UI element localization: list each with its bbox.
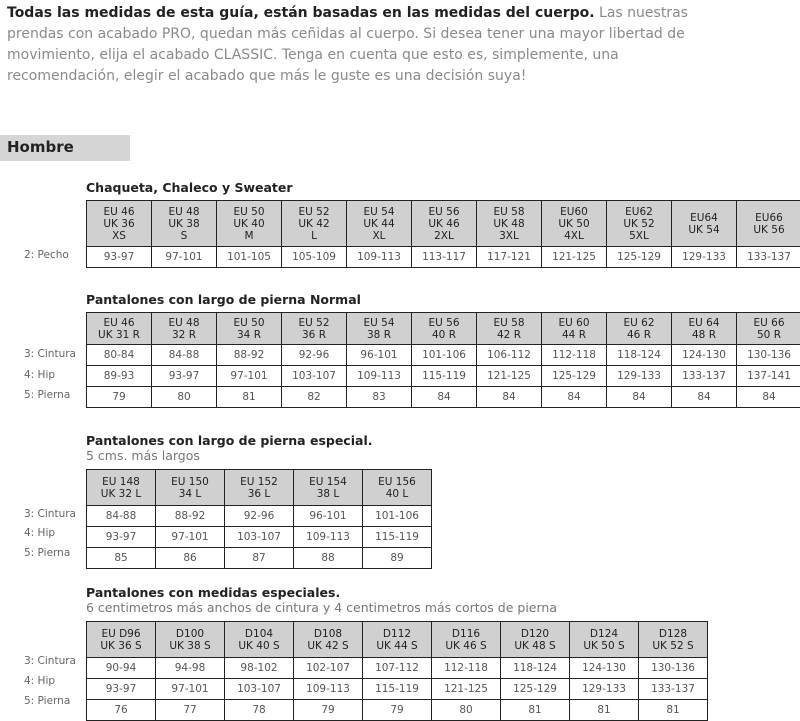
intro-rest: Las nuestras prendas con acabado PRO, quedan más ceñidas al cuerpo. Si desea tener una mayor libertad de movimiento, elija el acabado CLASSIC. Tenga en cuenta que esto es, simplemente, una recomendación, elegir el acabado que más le guste es una decisión suya! [7, 5, 688, 84]
measurement-cell: 106-112 [477, 345, 542, 366]
measurement-cell: 90-94 [87, 658, 156, 679]
measurement-cell: 84 [607, 387, 672, 408]
size-header-cell: D124 UK 50 S [570, 622, 639, 658]
measurement-cell: 103-107 [225, 679, 294, 700]
table-title: Pantalones con medidas especiales. [86, 585, 340, 600]
row-label: 3: Cintura [24, 508, 76, 520]
measurement-cell: 97-101 [217, 366, 282, 387]
measurement-cell: 79 [87, 387, 152, 408]
measurement-cell: 118-124 [501, 658, 570, 679]
measurement-cell: 130-136 [737, 345, 800, 366]
table-subtitle: 5 cms. más largos [86, 448, 200, 463]
size-header-cell: D108 UK 42 S [294, 622, 363, 658]
measurement-cell: 107-112 [363, 658, 432, 679]
row-label: 4: Hip [24, 675, 55, 687]
size-header-cell: EU 50 UK 40 M [217, 201, 282, 247]
measurement-cell: 77 [156, 700, 225, 721]
size-header-cell: EU 46 UK 36 XS [87, 201, 152, 247]
measurement-cell: 84 [477, 387, 542, 408]
size-header-cell: EU 56 UK 46 2XL [412, 201, 477, 247]
measurement-cell: 96-101 [347, 345, 412, 366]
measurement-cell: 84-88 [87, 506, 156, 527]
table-row [87, 345, 800, 366]
size-header-cell: D128 UK 52 S [639, 622, 708, 658]
size-header-cell: EU 48 32 R [152, 313, 217, 345]
measurement-cell: 84 [412, 387, 477, 408]
measurement-cell: 84 [672, 387, 737, 408]
measurement-cell: 121-125 [477, 366, 542, 387]
size-header-cell: EU 58 42 R [477, 313, 542, 345]
size-header-cell: D112 UK 44 S [363, 622, 432, 658]
intro-bold: Todas las medidas de esta guía, están basadas en las medidas del cuerpo. [7, 5, 595, 21]
measurement-cell: 92-96 [282, 345, 347, 366]
table-row [87, 247, 800, 268]
size-header-cell: EU 64 48 R [672, 313, 737, 345]
measurement-cell: 93-97 [152, 366, 217, 387]
size-table [86, 312, 800, 408]
table-subtitle: 6 centimetros más anchos de cintura y 4 centimetros más cortos de pierna [86, 600, 557, 615]
row-label: 3: Cintura [24, 348, 76, 360]
size-header-cell: EU 66 50 R [737, 313, 800, 345]
measurement-cell: 103-107 [282, 366, 347, 387]
measurement-cell: 121-125 [432, 679, 501, 700]
measurement-cell: 96-101 [294, 506, 363, 527]
size-header-cell: EU 52 UK 42 L [282, 201, 347, 247]
measurement-cell: 97-101 [156, 527, 225, 548]
row-label: 4: Hip [24, 369, 55, 381]
size-header-cell: EU 46 UK 31 R [87, 313, 152, 345]
size-header-cell: EU 58 UK 48 3XL [477, 201, 542, 247]
size-header-cell: EU 150 34 L [156, 470, 225, 506]
section-header [0, 135, 130, 161]
measurement-cell: 92-96 [225, 506, 294, 527]
size-header-cell: D100 UK 38 S [156, 622, 225, 658]
size-header-cell: EU 50 34 R [217, 313, 282, 345]
table-title: Pantalones con largo de pierna especial. [86, 433, 372, 448]
measurement-cell: 84 [542, 387, 607, 408]
measurement-cell: 88-92 [156, 506, 225, 527]
size-header-cell: EU 54 38 R [347, 313, 412, 345]
table-row [87, 366, 800, 387]
measurement-cell: 117-121 [477, 247, 542, 268]
measurement-cell: 78 [225, 700, 294, 721]
measurement-cell: 93-97 [87, 527, 156, 548]
measurement-cell: 80 [432, 700, 501, 721]
measurement-cell: 130-136 [639, 658, 708, 679]
measurement-cell: 94-98 [156, 658, 225, 679]
row-label: 5: Pierna [24, 695, 70, 707]
size-header-cell: EU 156 40 L [363, 470, 432, 506]
measurement-cell: 109-113 [294, 527, 363, 548]
measurement-cell: 124-130 [672, 345, 737, 366]
row-label: 3: Cintura [24, 655, 76, 667]
measurement-cell: 84 [737, 387, 800, 408]
measurement-cell: 93-97 [87, 247, 152, 268]
size-header-cell: EU 54 UK 44 XL [347, 201, 412, 247]
table-header-row [87, 201, 800, 247]
measurement-cell: 98-102 [225, 658, 294, 679]
measurement-cell: 121-125 [542, 247, 607, 268]
measurement-cell: 81 [217, 387, 282, 408]
measurement-cell: 125-129 [607, 247, 672, 268]
table-title: Pantalones con largo de pierna Normal [86, 292, 361, 307]
size-header-cell: EU64 UK 54 [672, 201, 737, 247]
measurement-cell: 133-137 [672, 366, 737, 387]
size-header-cell: EU 154 38 L [294, 470, 363, 506]
measurement-cell: 109-113 [347, 247, 412, 268]
size-header-cell: D104 UK 40 S [225, 622, 294, 658]
size-header-cell: EU 148 UK 32 L [87, 470, 156, 506]
measurement-cell: 115-119 [412, 366, 477, 387]
table-header-row [87, 470, 432, 506]
measurement-cell: 109-113 [347, 366, 412, 387]
size-table [86, 621, 708, 721]
measurement-cell: 97-101 [156, 679, 225, 700]
size-header-cell: EU 62 46 R [607, 313, 672, 345]
table-title: Chaqueta, Chaleco y Sweater [86, 180, 293, 195]
table-row [87, 679, 708, 700]
measurement-cell: 115-119 [363, 679, 432, 700]
size-header-cell: EU 52 36 R [282, 313, 347, 345]
size-header-cell: EU D96 UK 36 S [87, 622, 156, 658]
measurement-cell: 88-92 [217, 345, 282, 366]
intro-text [7, 3, 697, 87]
measurement-cell: 87 [225, 548, 294, 569]
size-header-cell: EU60 UK 50 4XL [542, 201, 607, 247]
measurement-cell: 137-141 [737, 366, 800, 387]
measurement-cell: 105-109 [282, 247, 347, 268]
measurement-cell: 76 [87, 700, 156, 721]
measurement-cell: 97-101 [152, 247, 217, 268]
measurement-cell: 101-105 [217, 247, 282, 268]
size-header-cell: EU 152 36 L [225, 470, 294, 506]
measurement-cell: 129-133 [570, 679, 639, 700]
measurement-cell: 109-113 [294, 679, 363, 700]
measurement-cell: 79 [294, 700, 363, 721]
measurement-cell: 88 [294, 548, 363, 569]
measurement-cell: 86 [156, 548, 225, 569]
table-row [87, 548, 432, 569]
measurement-cell: 80 [152, 387, 217, 408]
measurement-cell: 115-119 [363, 527, 432, 548]
row-label: 5: Pierna [24, 389, 70, 401]
measurement-cell: 112-118 [542, 345, 607, 366]
size-table [86, 469, 432, 569]
measurement-cell: 102-107 [294, 658, 363, 679]
measurement-cell: 93-97 [87, 679, 156, 700]
measurement-cell: 81 [639, 700, 708, 721]
measurement-cell: 83 [347, 387, 412, 408]
row-label: 4: Hip [24, 527, 55, 539]
size-table [86, 200, 800, 268]
measurement-cell: 80-84 [87, 345, 152, 366]
measurement-cell: 133-137 [639, 679, 708, 700]
size-header-cell: D120 UK 48 S [501, 622, 570, 658]
measurement-cell: 82 [282, 387, 347, 408]
table-row [87, 387, 800, 408]
measurement-cell: 112-118 [432, 658, 501, 679]
measurement-cell: 84-88 [152, 345, 217, 366]
size-header-cell: EU 60 44 R [542, 313, 607, 345]
table-header-row [87, 622, 708, 658]
table-row [87, 527, 432, 548]
size-header-cell: EU66 UK 56 [737, 201, 800, 247]
size-header-cell: EU 48 UK 38 S [152, 201, 217, 247]
table-row [87, 658, 708, 679]
measurement-cell: 81 [570, 700, 639, 721]
size-header-cell: EU 56 40 R [412, 313, 477, 345]
measurement-cell: 125-129 [542, 366, 607, 387]
measurement-cell: 133-137 [737, 247, 800, 268]
size-header-cell: D116 UK 46 S [432, 622, 501, 658]
measurement-cell: 124-130 [570, 658, 639, 679]
row-label: 2: Pecho [24, 249, 69, 261]
measurement-cell: 89 [363, 548, 432, 569]
measurement-cell: 125-129 [501, 679, 570, 700]
table-header-row [87, 313, 800, 345]
section-title: Hombre [7, 138, 74, 156]
measurement-cell: 103-107 [225, 527, 294, 548]
measurement-cell: 81 [501, 700, 570, 721]
measurement-cell: 101-106 [412, 345, 477, 366]
table-row [87, 700, 708, 721]
measurement-cell: 89-93 [87, 366, 152, 387]
measurement-cell: 129-133 [607, 366, 672, 387]
measurement-cell: 113-117 [412, 247, 477, 268]
table-row [87, 506, 432, 527]
size-header-cell: EU62 UK 52 5XL [607, 201, 672, 247]
measurement-cell: 129-133 [672, 247, 737, 268]
measurement-cell: 101-106 [363, 506, 432, 527]
measurement-cell: 85 [87, 548, 156, 569]
measurement-cell: 118-124 [607, 345, 672, 366]
row-label: 5: Pierna [24, 547, 70, 559]
measurement-cell: 79 [363, 700, 432, 721]
